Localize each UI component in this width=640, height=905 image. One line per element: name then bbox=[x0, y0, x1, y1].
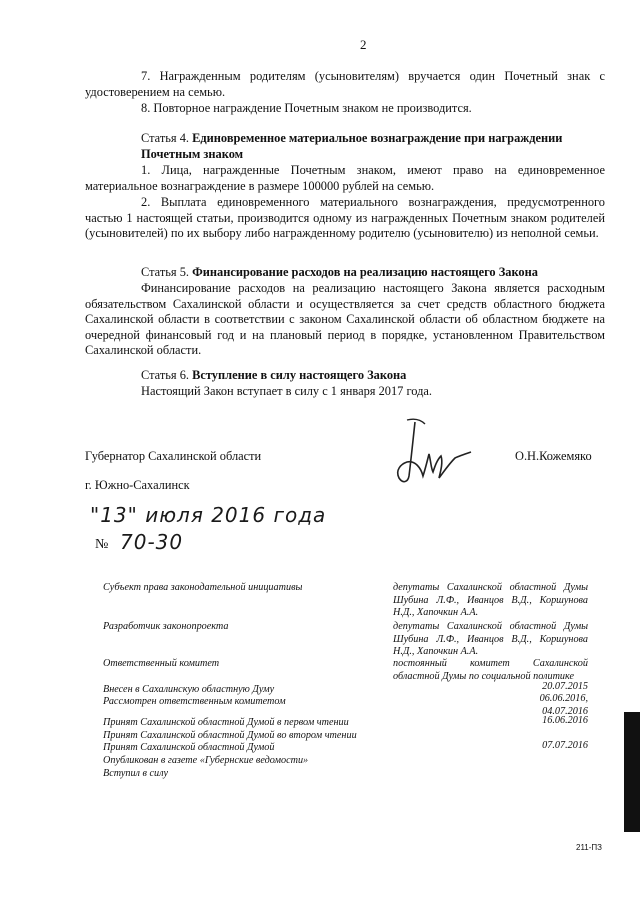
item-8: 8. Повторное награждение Почетным знаком не производится. bbox=[141, 101, 472, 115]
article-5-p1: Финансирование расходов на реализацию настоящего Закона является расходным обязательством Сахалинской области и осуществляется за счет средств областного бюджета Сахалинской области в соответствии с законом Сахалинской области об областном бюджете на очередной финансовый год и на плановый период в порядке, установленном Правительством Сахалинской области. bbox=[85, 281, 605, 358]
item-7: 7. Награжденным родителям (усыновителям) вручается один Почетный знак с удостоверением на семью. bbox=[85, 69, 605, 99]
meta-value: постоянный комитет Сахалинской областной Думы по социальной политике bbox=[393, 658, 588, 682]
article-4-heading bbox=[141, 131, 611, 162]
article-6-title: Вступление в силу настоящего Закона bbox=[192, 368, 407, 382]
meta-label: Принят Сахалинской областной Думой bbox=[103, 742, 275, 753]
page-number: 2 bbox=[360, 37, 367, 52]
meta-value: депутаты Сахалинской областной Думы Шубина Л.Ф., Иванцов В.Д., Коршунова Н.Д., Хапочкин А.А. bbox=[393, 582, 588, 619]
meta-label: Внесен в Сахалинскую областную Думу bbox=[103, 684, 275, 695]
article-6-label: Статья 6. bbox=[141, 368, 190, 382]
meta-value: 20.07.2015 bbox=[542, 681, 588, 692]
meta-value: депутаты Сахалинской областной Думы Шубина Л.Ф., Иванцов В.Д., Коршунова Н.Д., Хапочкин А.А. bbox=[393, 621, 588, 658]
governor-name: О.Н.Кожемяко bbox=[515, 449, 592, 463]
signature-scribble bbox=[385, 410, 475, 490]
scan-edge-bar bbox=[624, 712, 640, 832]
meta-label: Опубликован в газете «Губернские ведомости» bbox=[103, 755, 309, 766]
meta-label: Вступил в силу bbox=[103, 768, 168, 779]
meta-value: 07.07.2016 bbox=[542, 740, 588, 751]
article-6-heading bbox=[141, 368, 611, 384]
article-4-label: Статья 4. bbox=[141, 131, 190, 145]
article-4-p1: 1. Лица, награжденные Почетным знаком, имеют право на единовременное материальное вознаграждение в размере 100000 рублей на семью. bbox=[85, 163, 605, 193]
meta-label: Ответственный комитет bbox=[103, 658, 220, 669]
meta-label: Рассмотрен ответственным комитетом bbox=[103, 696, 286, 707]
governor-title: Губернатор Сахалинской области bbox=[85, 449, 262, 463]
article-4-title: Единовременное материальное вознаграждение при награждении Почетным знаком bbox=[141, 131, 563, 161]
footer-code: 211-ПЗ bbox=[576, 843, 602, 852]
article-5-heading bbox=[141, 265, 611, 281]
meta-label: Принят Сахалинской областной Думой во втором чтении bbox=[103, 730, 357, 741]
number-handwritten: 70-30 bbox=[120, 530, 184, 554]
article-4-p2: 2. Выплата единовременного материального вознаграждения, предусмотренного частью 1 настоящей статьи, производится одному из награжденных Почетным знаком родителей (усыновителей) по их выбору либо награжденному родителю (усыновителю) из неполной семьи. bbox=[85, 195, 605, 241]
date-handwritten: "13" июля 2016 года bbox=[90, 503, 327, 527]
meta-label: Субъект права законодательной инициативы bbox=[103, 582, 303, 593]
meta-label: Принят Сахалинской областной Думой в первом чтении bbox=[103, 717, 349, 728]
article-5-title: Финансирование расходов на реализацию настоящего Закона bbox=[192, 265, 538, 279]
article-5-label: Статья 5. bbox=[141, 265, 190, 279]
meta-value: 16.06.2016 bbox=[542, 715, 588, 726]
meta-value: 06.06.2016, 04.07.2016 bbox=[539, 693, 588, 717]
city: г. Южно-Сахалинск bbox=[85, 478, 190, 492]
meta-label: Разработчик законопроекта bbox=[103, 621, 229, 632]
number-label: № bbox=[95, 537, 109, 552]
article-6-p1: Настоящий Закон вступает в силу с 1 января 2017 года. bbox=[141, 384, 432, 398]
